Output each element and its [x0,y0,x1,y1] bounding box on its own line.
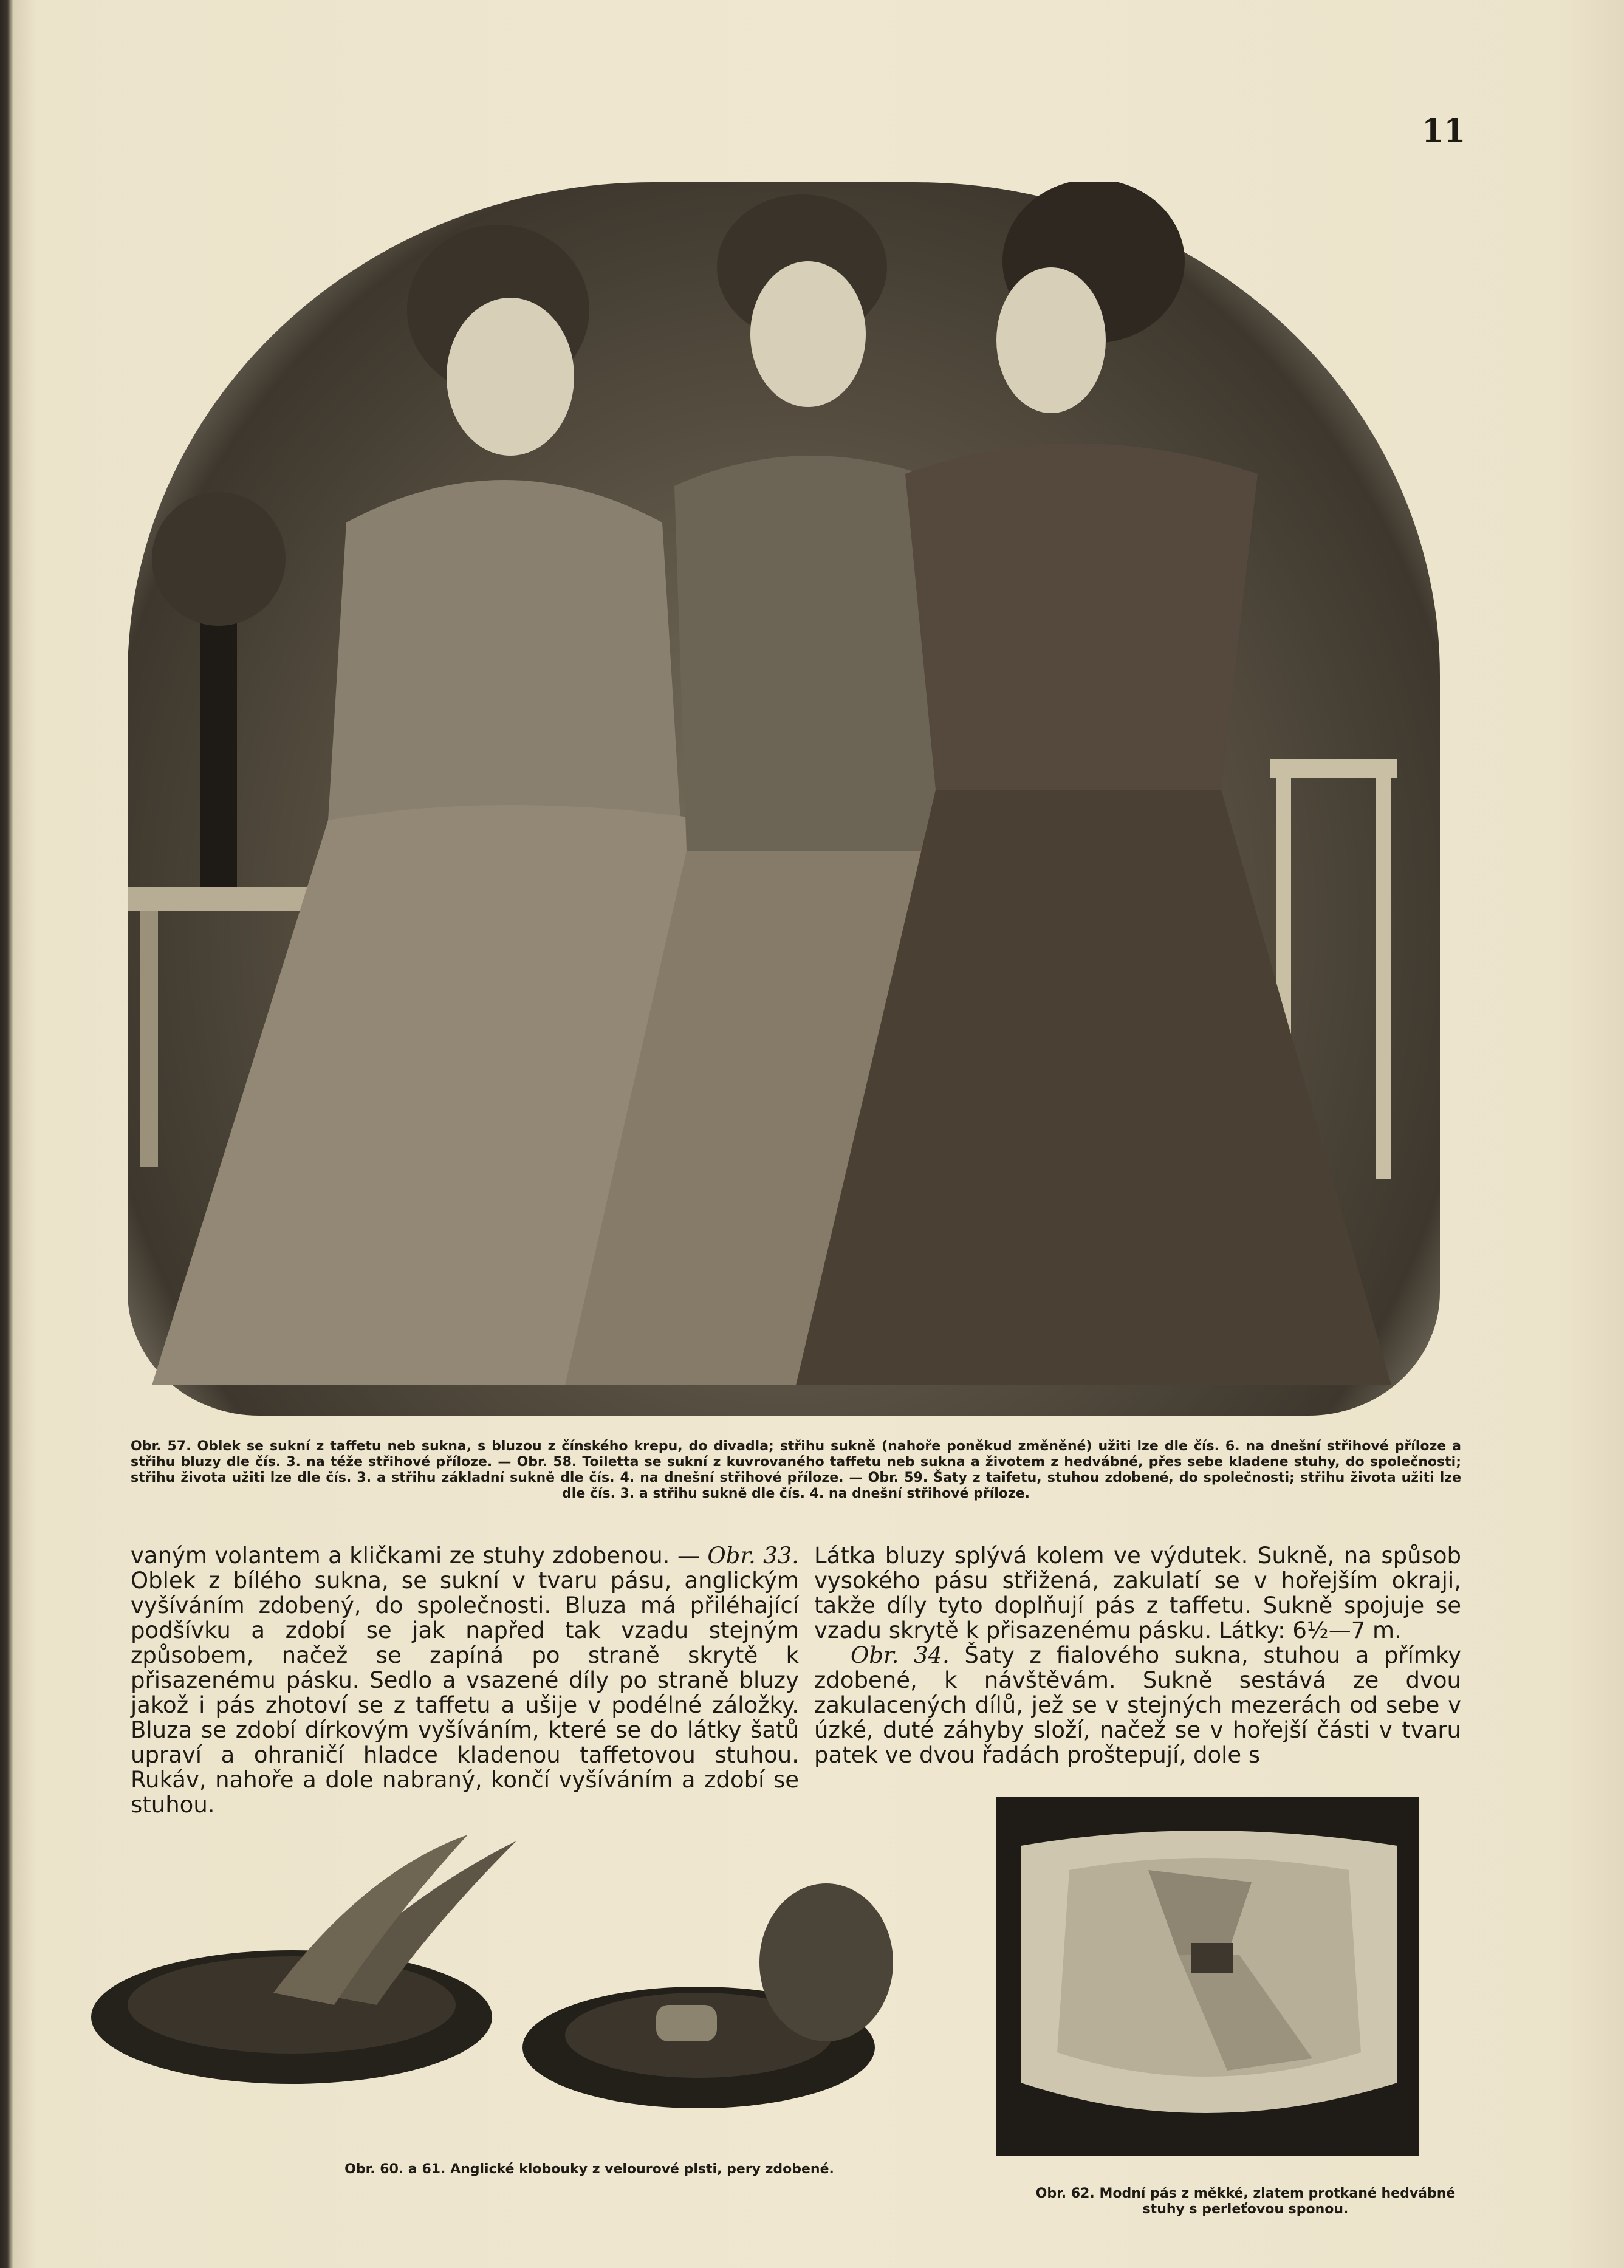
page-number: 11 [1422,112,1466,149]
text-obr-33-description: Oblek z bílého sukna, se sukní v tvaru pásu, anglickým vyšíváním zdobený, do společnosti. Bluza má přiléhající podšívku a zdobí se jak napřed tak vzadu stejným způsobem, načež se zapíná po straně skrytě k přisazenému pásku. Sedlo a vsazené díly po straně bluzy jakož i pás zhotoví se z taffetu a ušije v podélné záložky. Bluza se zdobí dírkovým vyšíváním, které se do látky šatů upraví a ohraničí hladce kladenou taffetovou stuhou. Rukáv, nahoře a dole nabraný, končí vyšíváním a zdobí se stuhou. [131,1567,799,1818]
hats-illustration [91,1823,966,2139]
figure-reference-34: Obr. 34. [851,1642,950,1668]
two-hats-image [91,1823,966,2139]
caption-figures-60-61: Obr. 60. a 61. Anglické klobouky z velourové plsti, pery zdobené. [344,2162,834,2177]
figure-reference-33: Obr. 33. [707,1543,799,1569]
belt-illustration [996,1797,1419,2156]
caption-figure-62: Obr. 62. Modní pás z měkké, zlatem protkané hedvábné stuhy s perleťovou sponou. [1035,2186,1456,2217]
text-column-right [814,1543,1461,1767]
belt-image [996,1797,1419,2156]
paragraph-obr-34 [814,1643,1461,1767]
paragraph-blouse-fabric: Látka bluzy splývá kolem ve výdutek. Sukně, na spůsob vysokého pásu střižená, zakulatí se v hořejším okraji, takže díly tyto doplňují pás z taffetu. Sukně spojuje se vzadu skrytě k přisazenému pásku. Látky: 6½—7 m. [814,1543,1461,1643]
text-obr-34-description: Šaty z fialového sukna, stuhou a přímky zdobené, k návštěvám. Sukně sestává ze dvou zakulacených dílů, jež se v stejných mezerách od sebe v úzké, duté záhyby složí, načež se v hořejší části v tvaru patek ve dvou řadách proštepují, dole s [814,1642,1461,1768]
paragraph-obr-33 [131,1543,799,1817]
text-column-left [131,1543,799,1817]
three-women-illustration [128,182,1440,1416]
caption-figures-57-59: Obr. 57. Oblek se sukní z taffetu neb sukna, s bluzou z čínského krepu, do divadla; střihu sukně (nahoře poněkud změněné) užiti lze dle čís. 6. na dnešní střihové příloze a střihu bluzy dle čís. 3. na téže střihové příloze. — Obr. 58. Toiletta se sukní z kuvrovaného taffetu neb sukna a životem z hedvábné, přes sebe kladene stuhy, do společnosti; střihu života užiti lze dle čís. 3. a střihu základní sukně dle čís. 4. na dnešní střihové příloze. — Obr. 59. Šaty z taifetu, stuhou zdobené, do společnosti; střihu života užiti lze dle čís. 3. a střihu sukně dle čís. 4. na dnešní střihové příloze. [131,1439,1461,1501]
text-continuation: vaným volantem a kličkami ze stuhy zdobenou. — [131,1543,708,1569]
fashion-illustration-main [128,182,1440,1416]
